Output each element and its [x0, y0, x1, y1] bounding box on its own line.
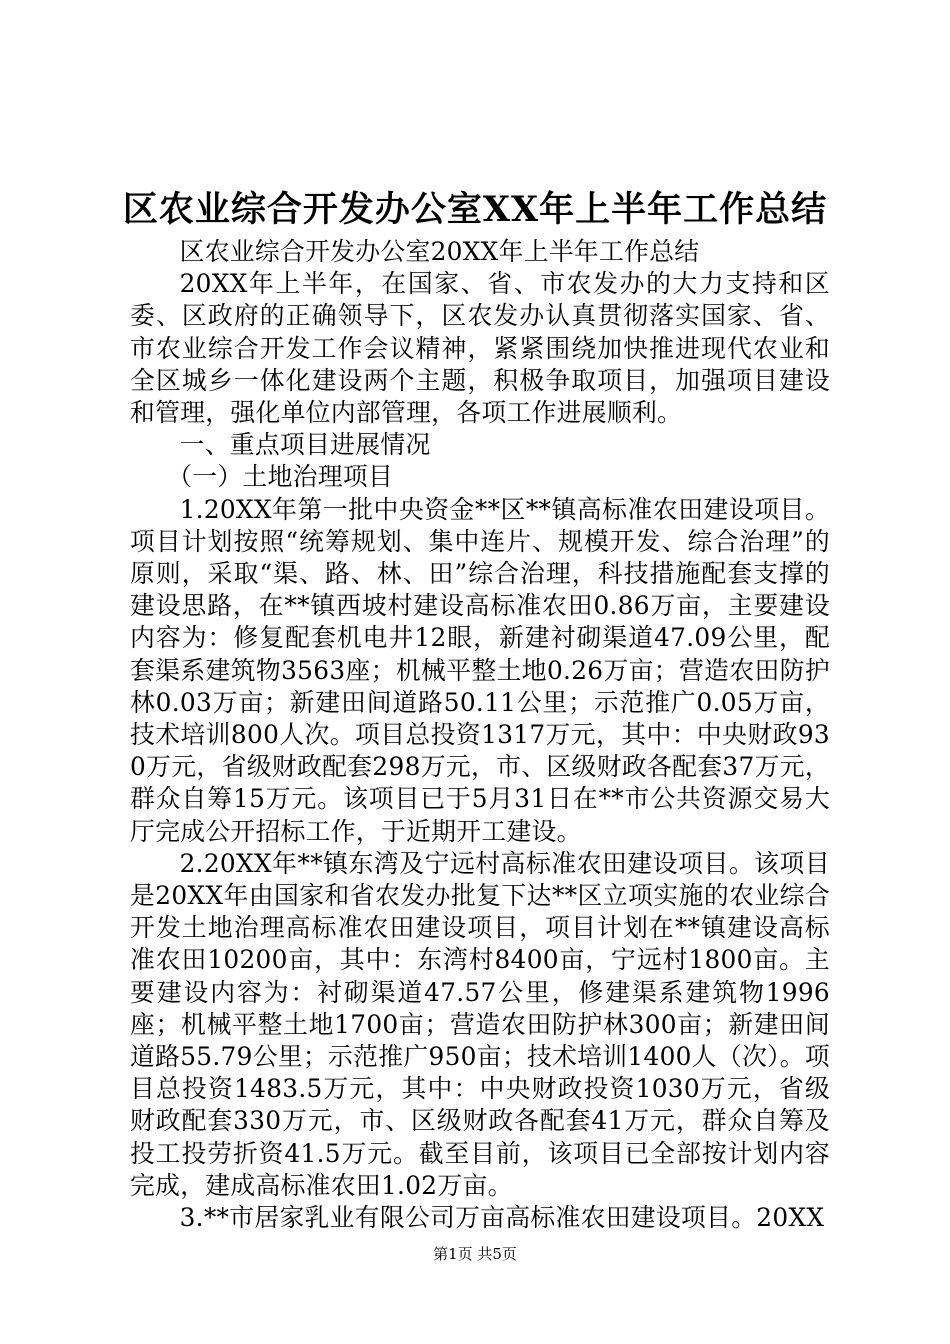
paragraph-project-3: 3.**市居家乳业有限公司万亩高标准农田建设项目。20XX [179, 1203, 825, 1233]
paragraph-intro: 20XX年上半年，在国家、省、市农发办的大力支持和区委、区政府的正确领导下，区农发办认真贯彻落实国家、省、市农业综合开发工作会议精神，紧紧围绕加快推进现代农业和全区城乡一体化建设两个主题，积极争取项目，加强项目建设和管理，强化单位内部管理，各项工作进展顺利。 [130, 269, 830, 428]
paragraph-project-2: 2.20XX年**镇东湾及宁远村高标准农田建设项目。该项目是20XX年由国家和省农发办批复下达**区立项实施的农业综合开发土地治理高标准农田建设项目，项目计划在**镇建设高标准农田10200亩，其中：东湾村8400亩，宁远村1800亩。主要建设内容为：衬砌渠道47.57公里，修建渠系建筑物1996座；机械平整土地1700亩；营造农田防护林300亩；新建田间道路55.79公里；示范推广950亩；技术培训1400人（次）。项目总投资1483.5万元，其中：中央财政投资1030万元，省级财政配套330万元，市、区级财政各配套41万元，群众自筹及投工投劳折资41.5万元。截至目前，该项目已全部按计划内容完成，建成高标准农田1.02万亩。 [130, 848, 830, 1200]
document-title: 区农业综合开发办公室XX年上半年工作总结 [122, 189, 828, 230]
subsection-heading: （一）土地治理项目 [167, 462, 394, 492]
page-footer: 第1页 共5页 [433, 1245, 517, 1263]
paragraph-project-1: 1.20XX年第一批中央资金**区**镇高标准农田建设项目。项目计划按照“统筹规划、集中连片、规模开发、综合治理”的原则，采取“渠、路、林、田”综合治理，科技措施配套支撑的建设思路，在**镇西坡村建设高标准农田0.86万亩，主要建设内容为：修复配套机电井12眼，新建衬砌渠道47.09公里，配套渠系建筑物3563座；机械平整土地0.26万亩；营造农田防护林0.03万亩；新建田间道路50.11公里；示范推广0.05万亩，技术培训800人次。项目总投资1317万元，其中：中央财政930万元，省级财政配套298万元，市、区级财政各配套37万元，群众自筹15万元。该项目已于5月31日在**市公共资源交易大厅完成公开招标工作，于近期开工建设。 [130, 494, 830, 846]
paragraph-subtitle: 区农业综合开发办公室20XX年上半年工作总结 [179, 237, 700, 266]
document-body [130, 236, 830, 1234]
section-heading: 一、重点项目进展情况 [179, 430, 431, 460]
